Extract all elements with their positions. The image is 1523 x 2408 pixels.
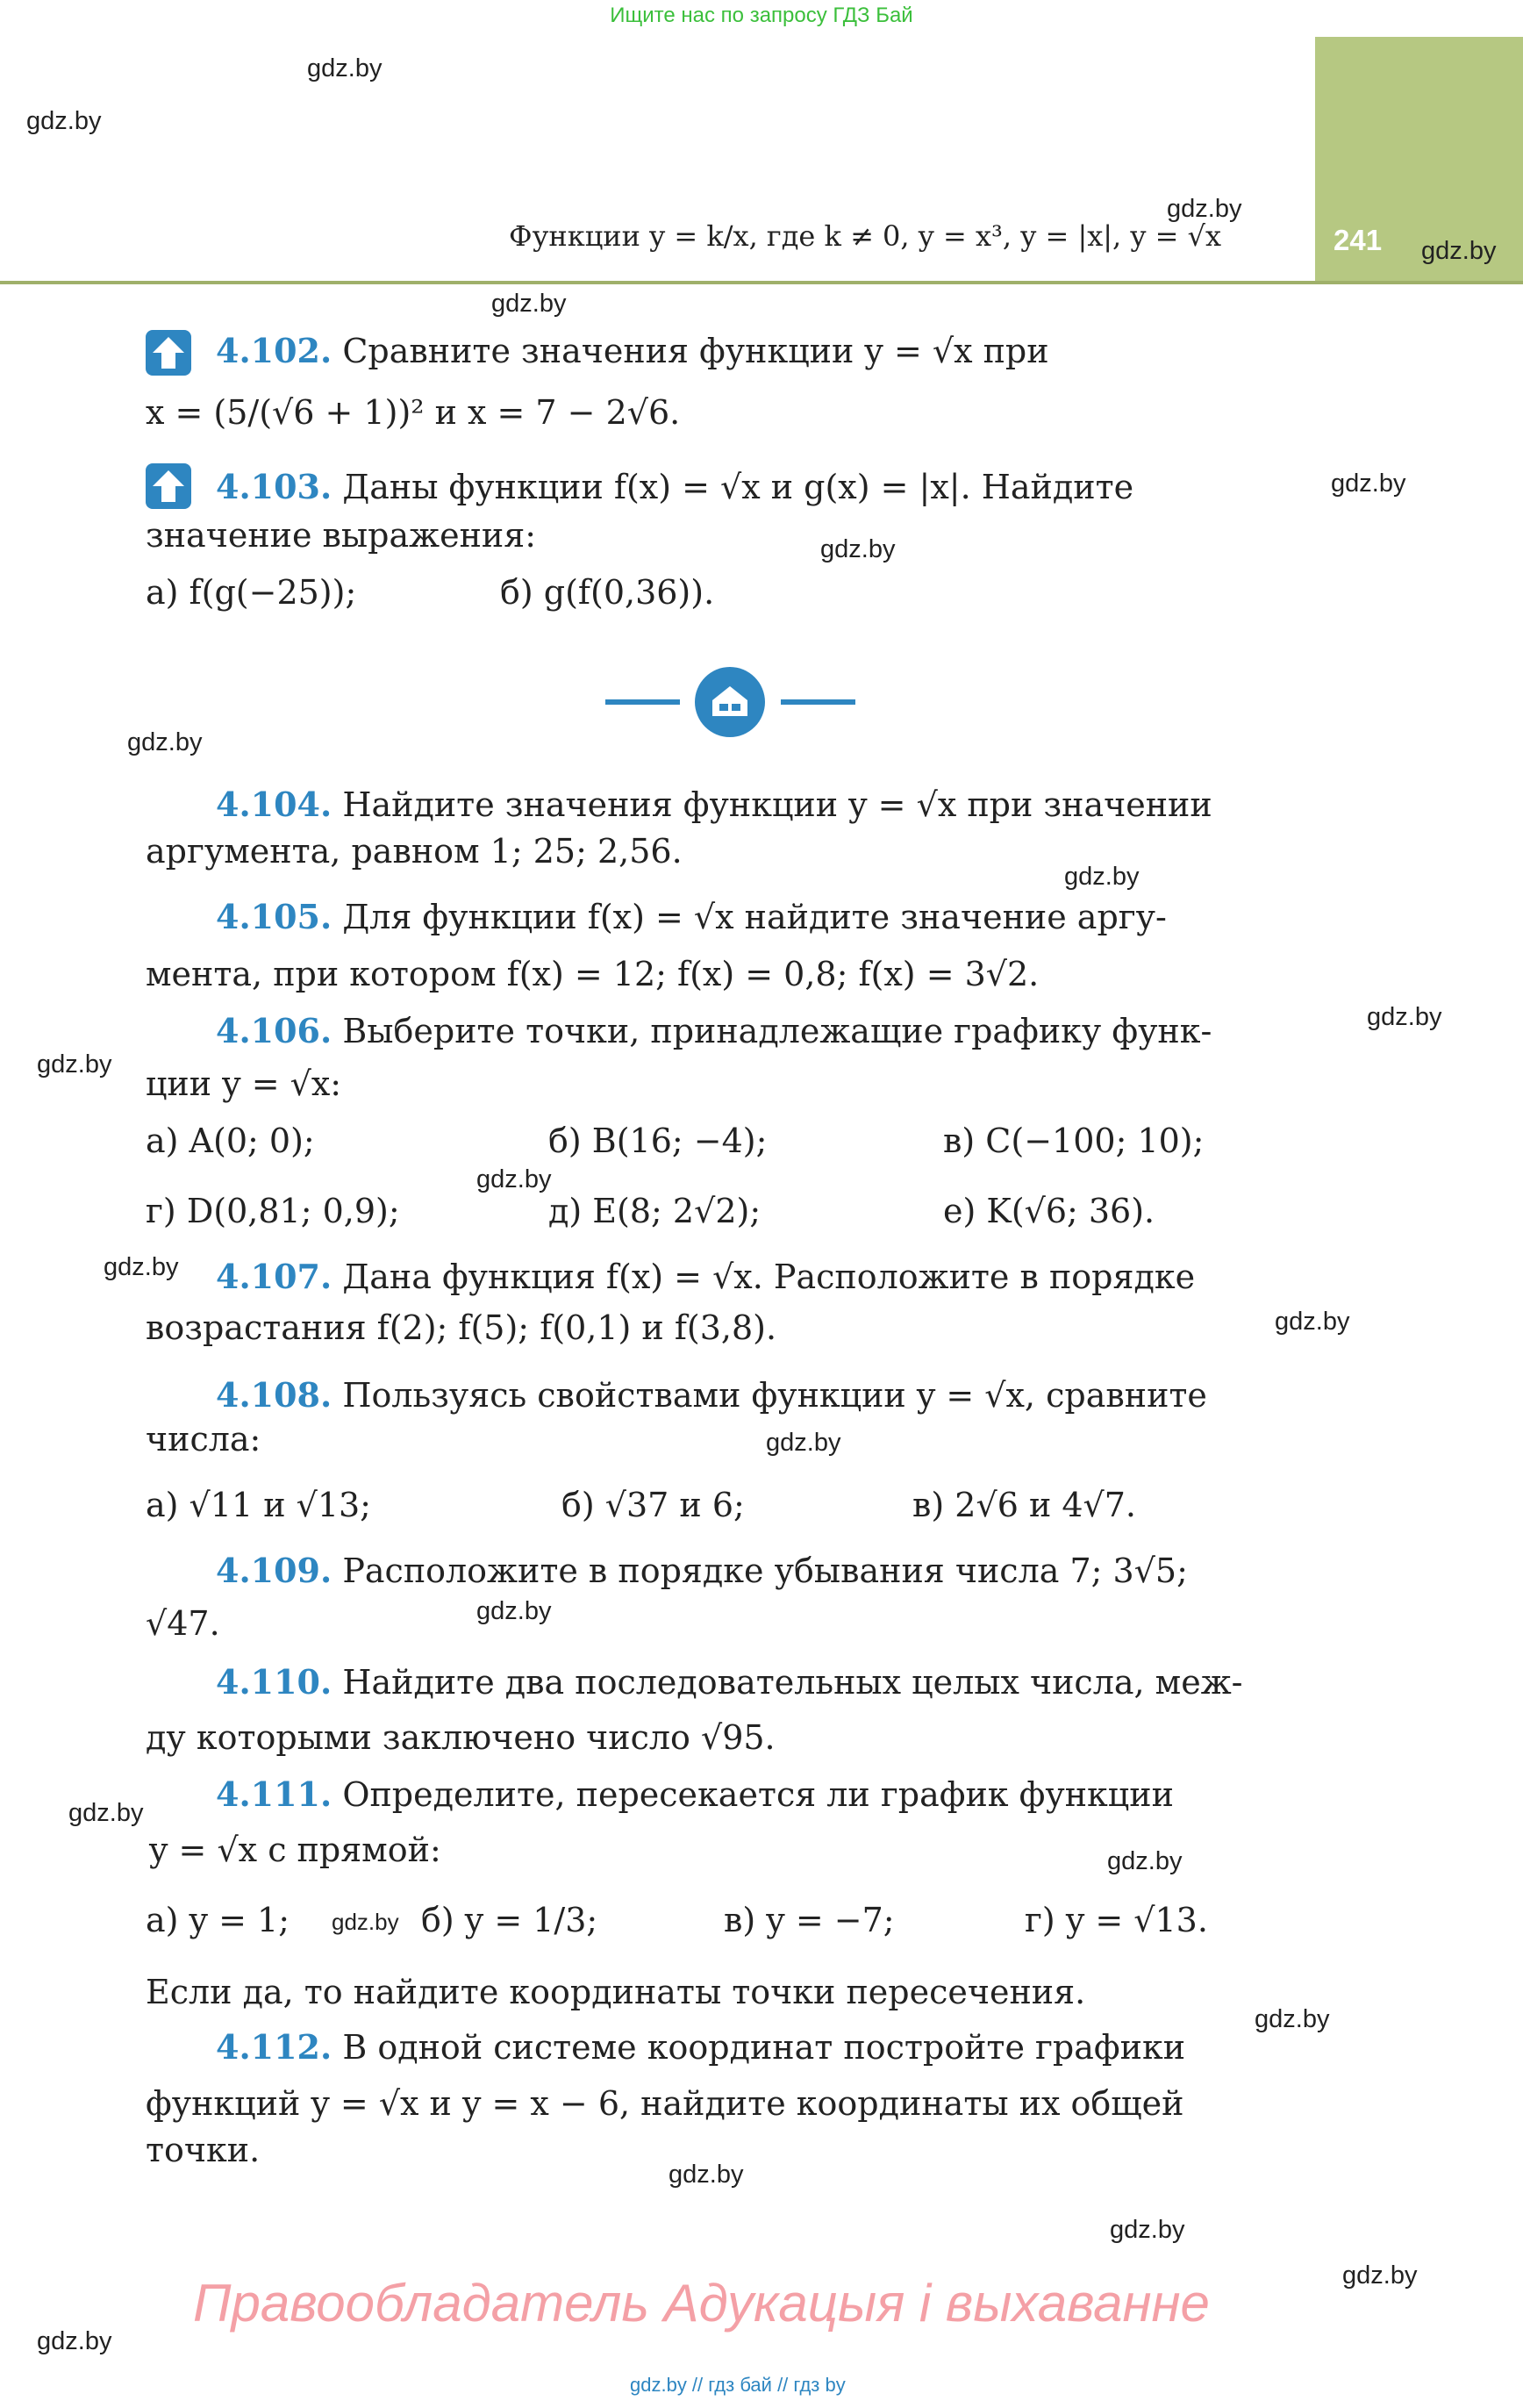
- top-banner[interactable]: Ищите нас по запросу ГДЗ Бай: [610, 4, 913, 27]
- option-b: б) g(f(0,36)).: [500, 573, 715, 612]
- problem-text: Расположите в порядке убывания числа 7; 3√5;: [342, 1552, 1188, 1590]
- option-a: а) y = 1;: [146, 1901, 290, 1939]
- watermark: gdz.by: [820, 535, 896, 563]
- problem-4-111-line2: y = √x с прямой:: [149, 1831, 441, 1869]
- problem-4-105: [216, 891, 1167, 943]
- watermark: gdz.by: [1110, 2216, 1185, 2244]
- watermark: gdz.by: [307, 54, 383, 82]
- watermark: gdz.by: [1421, 237, 1497, 265]
- problem-4-107-line2: возрастания f(2); f(5); f(0,1) и f(3,8).: [146, 1308, 777, 1347]
- watermark: gdz.by: [1255, 2005, 1330, 2033]
- problem-text: Найдите два последовательных целых числа, меж-: [342, 1663, 1243, 1702]
- problem-4-112-line2: функций y = √x и y = x − 6, найдите координаты их общей: [146, 2084, 1184, 2123]
- problem-text: Определите, пересекается ли график функции: [342, 1775, 1174, 1814]
- problem-text: В одной системе координат постройте графики: [342, 2028, 1186, 2067]
- problem-4-111: [216, 1768, 1174, 1821]
- problem-text: Дана функция f(x) = √x. Расположите в порядке: [342, 1258, 1196, 1296]
- problem-number: 4.108.: [216, 1375, 332, 1415]
- problem-number: 4.112.: [216, 2027, 332, 2067]
- watermark: gdz.by: [104, 1253, 179, 1281]
- problem-text: Для функции f(x) = √x найдите значение аргу-: [342, 898, 1167, 936]
- problem-4-110: [216, 1656, 1243, 1709]
- problem-4-107: [216, 1251, 1195, 1303]
- option-a: а) √11 и √13;: [146, 1486, 371, 1524]
- header-title: Функции y = k/x, где k ≠ 0, y = x³, y = |x|, y = √x: [509, 219, 1222, 253]
- watermark: gdz.by: [26, 107, 102, 135]
- watermark: gdz.by: [476, 1165, 552, 1193]
- option-b: б) B(16; −4);: [548, 1122, 768, 1160]
- problem-4-109: [216, 1544, 1188, 1597]
- problem-4-102-line2: x = (5/(√6 + 1))² и x = 7 − 2√6.: [146, 393, 681, 432]
- problem-4-103: [216, 461, 1133, 513]
- watermark: gdz.by: [1064, 863, 1140, 891]
- option-v: в) y = −7;: [724, 1901, 895, 1939]
- problem-number: 4.102.: [216, 331, 332, 370]
- watermark: gdz.by: [669, 2161, 744, 2189]
- watermark: gdz.by: [68, 1799, 144, 1827]
- option-b: б) y = 1/3;: [421, 1901, 598, 1939]
- problem-4-112: [216, 2021, 1185, 2074]
- option-v: в) C(−100; 10);: [943, 1122, 1205, 1160]
- problem-number: 4.105.: [216, 897, 332, 936]
- problem-number: 4.111.: [216, 1774, 332, 1814]
- problem-4-109-line2: √47.: [146, 1604, 220, 1643]
- problem-4-105-line2: мента, при котором f(x) = 12; f(x) = 0,8; f(x) = 3√2.: [146, 955, 1040, 993]
- watermark: gdz.by: [1107, 1847, 1183, 1875]
- option-g: г) y = √13.: [1025, 1901, 1208, 1939]
- watermark: gdz.by: [1275, 1308, 1350, 1336]
- problem-number: 4.109.: [216, 1551, 332, 1590]
- problem-4-103-line2: значение выражения:: [146, 516, 537, 555]
- problem-4-106-line2: ции y = √x:: [146, 1064, 342, 1103]
- page-number: 241: [1334, 224, 1383, 256]
- option-d: д) E(8; 2√2);: [548, 1192, 762, 1230]
- problem-text: Выберите точки, принадлежащие графику функ-: [342, 1012, 1212, 1050]
- problem-4-104: [216, 778, 1212, 831]
- option-a: а) f(g(−25));: [146, 573, 357, 612]
- hard-task-icon: [146, 463, 191, 509]
- watermark: gdz.by: [127, 728, 203, 756]
- option-e: е) K(√6; 36).: [943, 1192, 1155, 1230]
- home-icon: [695, 667, 765, 737]
- problem-4-111-line3: Если да, то найдите координаты точки пересечения.: [146, 1973, 1086, 2011]
- problem-text: Пользуясь свойствами функции y = √x, сравните: [342, 1376, 1207, 1415]
- problem-number: 4.103.: [216, 467, 332, 506]
- watermark: gdz.by: [332, 1909, 399, 1935]
- watermark: gdz.by: [491, 290, 567, 318]
- footer-links[interactable]: gdz.by // гдз бай // гдз by: [630, 2374, 846, 2396]
- problem-number: 4.110.: [216, 1662, 332, 1702]
- hard-task-icon: [146, 330, 191, 376]
- problem-number: 4.106.: [216, 1011, 332, 1050]
- problem-4-108-line2: числа:: [146, 1420, 261, 1458]
- header-rule: [0, 281, 1523, 284]
- option-v: в) 2√6 и 4√7.: [912, 1486, 1136, 1524]
- watermark: gdz.by: [766, 1429, 841, 1457]
- problem-text: Найдите значения функции y = √x при значении: [342, 785, 1212, 824]
- watermark: gdz.by: [1367, 1003, 1442, 1031]
- problem-text: Даны функции f(x) = √x и g(x) = |x|. Найдите: [342, 468, 1134, 506]
- home-divider-right: [781, 699, 855, 705]
- problem-4-110-line2: ду которыми заключено число √95.: [146, 1718, 776, 1757]
- problem-4-102: [216, 325, 1316, 377]
- problem-4-112-line3: точки.: [146, 2131, 261, 2169]
- home-divider-left: [605, 699, 680, 705]
- watermark: gdz.by: [1342, 2261, 1418, 2290]
- watermark: gdz.by: [1167, 195, 1242, 223]
- watermark: gdz.by: [37, 1050, 112, 1079]
- problem-4-104-line2: аргумента, равном 1; 25; 2,56.: [146, 832, 683, 871]
- problem-number: 4.107.: [216, 1257, 332, 1296]
- option-a: а) A(0; 0);: [146, 1122, 315, 1160]
- problem-text: Сравните значения функции y = √x при: [342, 332, 1049, 370]
- watermark: gdz.by: [476, 1597, 552, 1625]
- problem-number: 4.104.: [216, 785, 332, 824]
- watermark: gdz.by: [1331, 469, 1406, 498]
- watermark: gdz.by: [37, 2327, 112, 2355]
- option-b: б) √37 и 6;: [561, 1486, 745, 1524]
- option-g: г) D(0,81; 0,9);: [146, 1192, 400, 1230]
- problem-4-106: [216, 1005, 1212, 1057]
- copyright-mark: Правообладатель Адукацыя і выхаванне: [193, 2274, 1210, 2333]
- problem-4-108: [216, 1369, 1207, 1422]
